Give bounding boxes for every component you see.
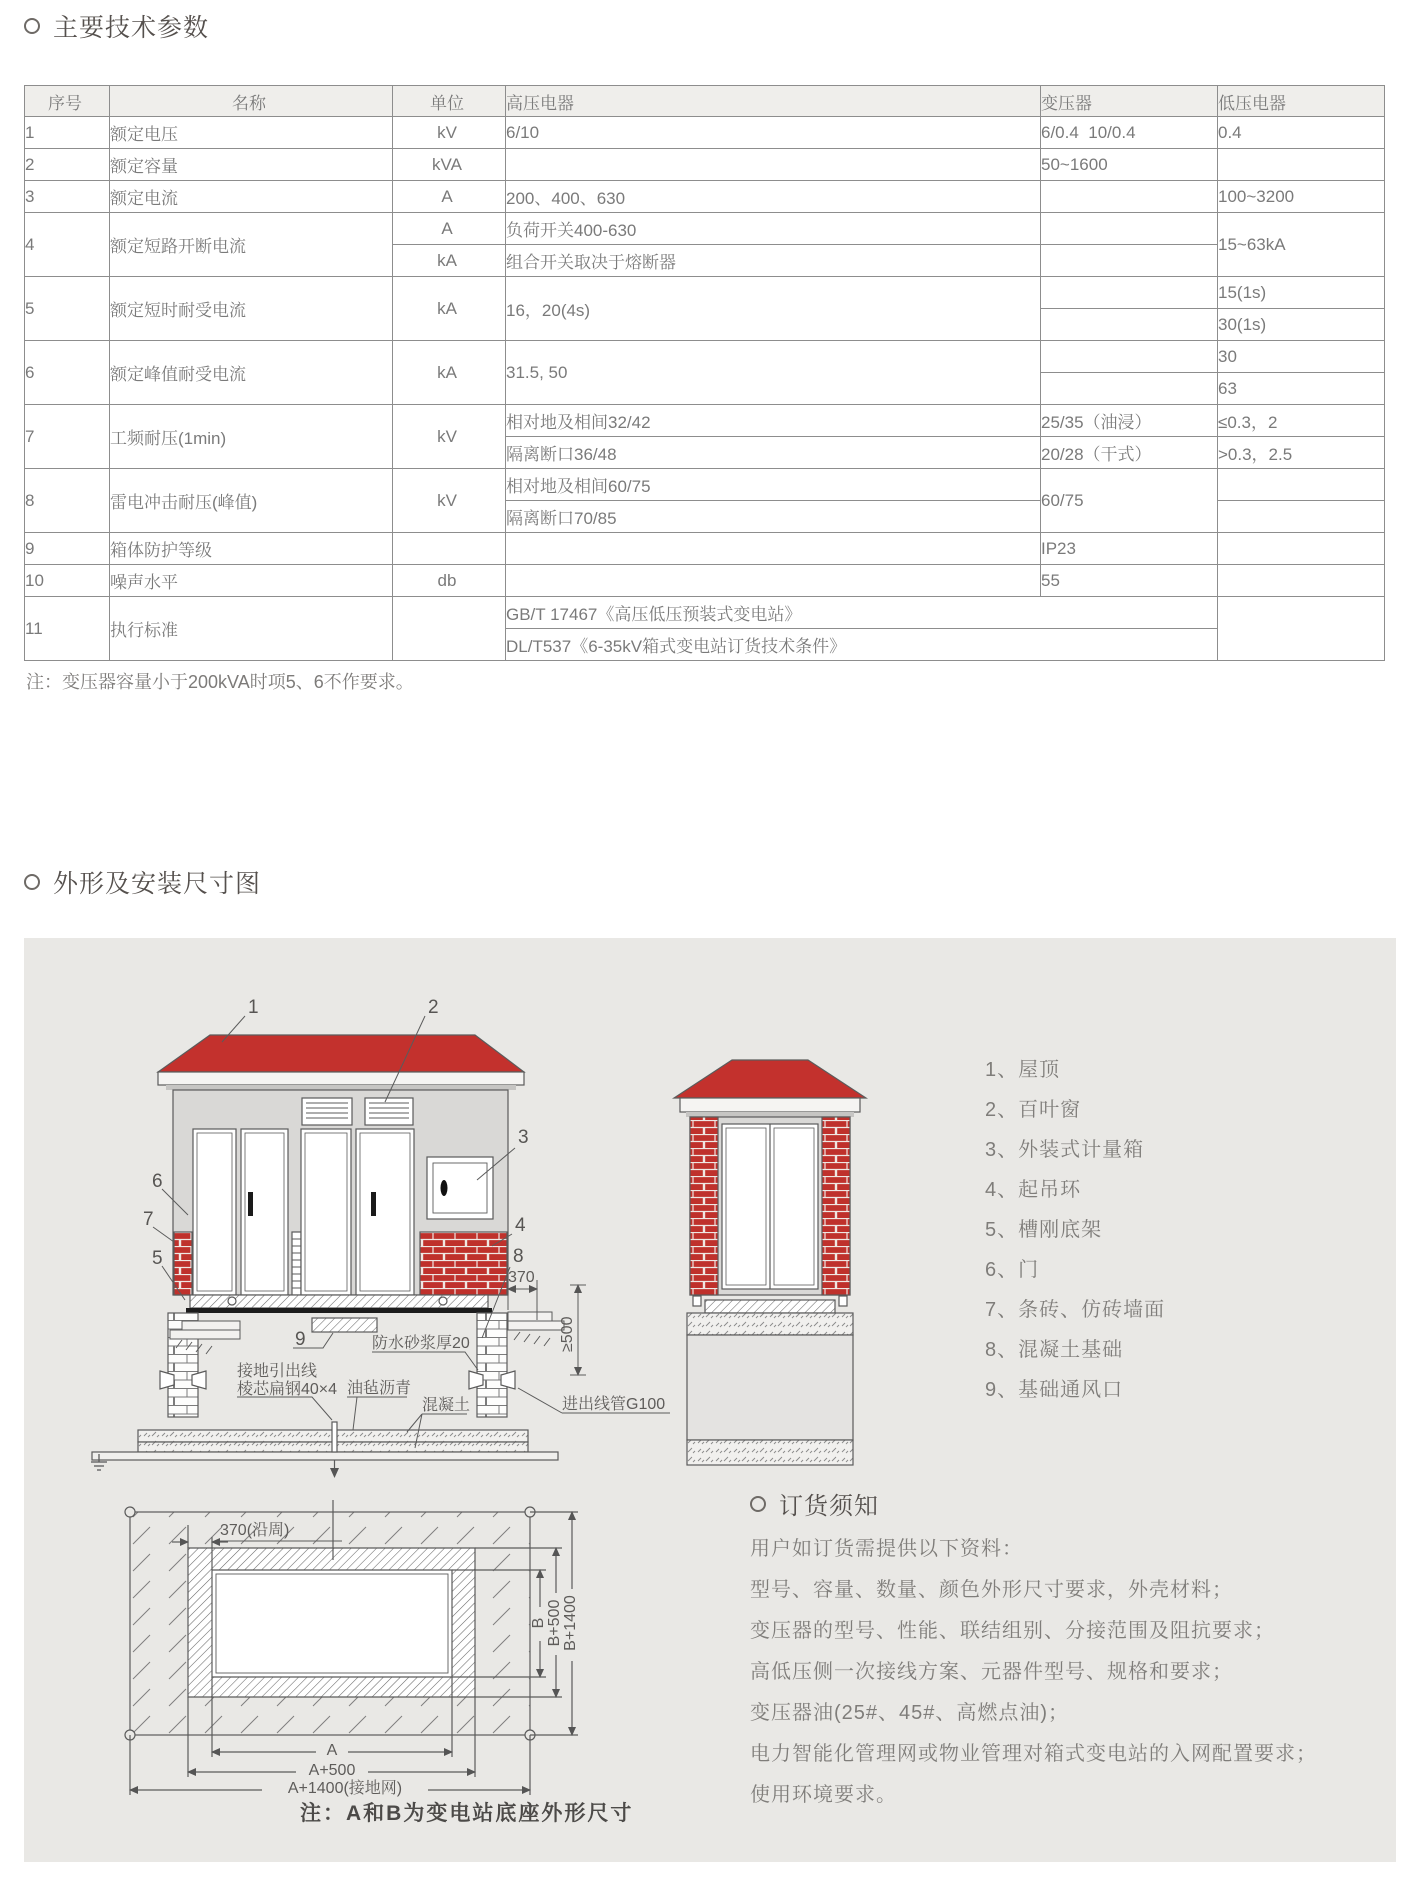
- cell: 11: [25, 597, 110, 661]
- section1-title: [24, 8, 209, 44]
- brick-pilaster-left: [690, 1117, 718, 1295]
- cell: 20/28（干式）: [1041, 437, 1218, 469]
- meter-box: [427, 1157, 493, 1219]
- cell: kV: [393, 117, 506, 149]
- header-hv: 高压电器: [506, 86, 1041, 117]
- order-line: 型号、容量、数量、颜色外形尺寸要求，外壳材料；: [750, 1579, 1233, 1601]
- cell: 25/35（油浸）: [1041, 405, 1218, 437]
- channel-steel-base: [186, 1295, 492, 1313]
- cell: 额定峰值耐受电流: [110, 341, 393, 405]
- legend-item: 2、百叶窗: [985, 1099, 1082, 1121]
- cell: [1218, 565, 1385, 597]
- cell: 3: [25, 181, 110, 213]
- callout-2: 2: [428, 997, 439, 1018]
- order-line: 使用环境要求。: [750, 1784, 897, 1806]
- cell: kA: [393, 341, 506, 405]
- cell: 隔离断口36/48: [506, 437, 1041, 469]
- order-title: [750, 1486, 879, 1521]
- callout-1: 1: [248, 997, 259, 1018]
- cell: 9: [25, 533, 110, 565]
- cell: 额定短时耐受电流: [110, 277, 393, 341]
- table-row: [25, 213, 1385, 245]
- order-line: 高低压侧一次接线方案、元器件型号、规格和要求；: [750, 1661, 1233, 1683]
- cell: [1218, 469, 1385, 501]
- cell: 8: [25, 469, 110, 533]
- cell: 4: [25, 213, 110, 277]
- callout-3: 3: [518, 1127, 529, 1148]
- front-elevation-drawing: [70, 980, 690, 1490]
- legend-item: 8、混凝土基础: [985, 1339, 1124, 1361]
- dim-a1400-label: A+1400(接地网): [287, 1780, 403, 1797]
- dim-500-label: ≥500: [559, 1316, 576, 1352]
- cell: 30(1s): [1218, 309, 1385, 341]
- cell: 60/75: [1041, 469, 1218, 533]
- foundation-body: [687, 1335, 853, 1440]
- cell: 6: [25, 341, 110, 405]
- ground-wire-label1: 接地引出线: [237, 1363, 318, 1380]
- cell: 1: [25, 117, 110, 149]
- table-row: [25, 565, 1385, 597]
- order-line: 变压器油(25#、45#、高燃点油)；: [750, 1702, 1070, 1724]
- spec-table: [24, 85, 1385, 661]
- brick-right: [420, 1232, 507, 1295]
- callout-4: 4: [515, 1215, 526, 1236]
- cell: [1041, 309, 1218, 341]
- cell: kVA: [393, 149, 506, 181]
- cell: 15(1s): [1218, 277, 1385, 309]
- cell: 隔离断口70/85: [506, 501, 1041, 533]
- cell: 55: [1041, 565, 1218, 597]
- concrete-layers: [92, 1430, 558, 1460]
- cell: 6/0.4 10/0.4: [1041, 117, 1218, 149]
- cell: 额定短路开断电流: [110, 213, 393, 277]
- legend-item: 1、屋顶: [985, 1059, 1061, 1081]
- cell: 执行标准: [110, 597, 393, 661]
- dim-b1400-label: B+1400: [562, 1595, 579, 1651]
- cell-standard: DL/T537《6-35kV箱式变电站订货技术条件》: [506, 629, 1218, 661]
- legend-item: 5、槽刚底架: [985, 1219, 1103, 1241]
- center-ladder-strip: [292, 1232, 301, 1295]
- channel-steel-base: [705, 1300, 835, 1313]
- felt-label: 油毡沥青: [347, 1380, 412, 1397]
- mortar-label: 防水砂浆厚20: [372, 1335, 470, 1352]
- door-handle: [371, 1192, 376, 1216]
- legend-item: 4、起吊环: [985, 1179, 1082, 1201]
- legend-item: 6、门: [985, 1259, 1040, 1281]
- header-name: 名称: [110, 86, 393, 117]
- table-row: [25, 149, 1385, 181]
- table-header-row: [25, 86, 1385, 117]
- cell: [1041, 277, 1218, 309]
- cell: 30: [1218, 341, 1385, 373]
- legend-item: 9、基础通风口: [985, 1379, 1124, 1401]
- cell: [1218, 149, 1385, 181]
- cell: [1041, 245, 1218, 277]
- cell: [1218, 533, 1385, 565]
- table-row: [25, 597, 1385, 629]
- cell: [1041, 341, 1218, 373]
- cell: 相对地及相间60/75: [506, 469, 1041, 501]
- order-line: 电力智能化管理网或物业管理对箱式变电站的入网配置要求；: [750, 1743, 1317, 1765]
- circle-bullet-icon: [24, 18, 40, 34]
- foundation-vent: [312, 1318, 377, 1332]
- doors: [193, 1129, 414, 1295]
- dim-a-label: A: [326, 1742, 338, 1759]
- roof: [158, 1035, 524, 1090]
- cell: [393, 597, 506, 661]
- dim-b500-label: B+500: [546, 1599, 563, 1647]
- cell: 50~1600: [1041, 149, 1218, 181]
- order-title-text: 订货须知: [779, 1493, 879, 1520]
- cell: 2: [25, 149, 110, 181]
- table-row: [25, 341, 1385, 373]
- brick-left: [174, 1232, 192, 1295]
- cell: 16，20(4s): [506, 277, 1041, 341]
- dim-370-label: 370: [508, 1269, 535, 1286]
- table-row: [25, 181, 1385, 213]
- cell: 7: [25, 405, 110, 469]
- roof: [674, 1060, 866, 1098]
- callout-5: 5: [152, 1248, 163, 1269]
- header-unit: 单位: [393, 86, 506, 117]
- table-row: [25, 405, 1385, 437]
- legend-item: 7、条砖、仿砖墙面: [985, 1299, 1166, 1321]
- callout-6: 6: [152, 1171, 163, 1192]
- table-row: [25, 533, 1385, 565]
- cell: 雷电冲击耐压(峰值): [110, 469, 393, 533]
- cell: IP23: [1041, 533, 1218, 565]
- callout-8: 8: [513, 1246, 524, 1267]
- cell: [506, 533, 1041, 565]
- cell: 组合开关取决于熔断器: [506, 245, 1041, 277]
- side-elevation-drawing: [660, 1050, 880, 1480]
- legend-item: 3、外装式计量箱: [985, 1139, 1145, 1161]
- cell: 63: [1218, 373, 1385, 405]
- cell: 5: [25, 277, 110, 341]
- cell: 0.4: [1218, 117, 1385, 149]
- eave-band: [680, 1098, 860, 1112]
- foundation-bottom: [687, 1440, 853, 1465]
- cell: [393, 533, 506, 565]
- cell: [1041, 213, 1218, 245]
- section1-title-text: 主要技术参数: [53, 14, 210, 42]
- cell: kA: [393, 277, 506, 341]
- cell: kV: [393, 405, 506, 469]
- door-handle: [248, 1192, 253, 1216]
- cell: A: [393, 213, 506, 245]
- foundation-pier-right: [477, 1313, 507, 1417]
- cell: [1041, 373, 1218, 405]
- ground-wire-label2: 棱芯扁钢40×4: [237, 1381, 338, 1398]
- table-row: [25, 117, 1385, 149]
- plan-note: 注：A和B为变电站底座外形尺寸: [300, 1802, 634, 1825]
- cell: 6/10: [506, 117, 1041, 149]
- dim-b-label: B: [530, 1617, 547, 1629]
- order-line: 用户如订货需提供以下资料：: [750, 1538, 1023, 1560]
- cell: 额定电压: [110, 117, 393, 149]
- cell: 15~63kA: [1218, 213, 1385, 277]
- cell: 额定容量: [110, 149, 393, 181]
- table-note: 注：变压器容量小于200kVA时项5、6不作要求。: [26, 672, 414, 692]
- callout-7: 7: [143, 1209, 154, 1230]
- cell: kA: [393, 245, 506, 277]
- cell: 噪声水平: [110, 565, 393, 597]
- cell: 箱体防护等级: [110, 533, 393, 565]
- section2-title: [24, 864, 261, 900]
- foundation-plan-drawing: [90, 1495, 610, 1815]
- cell: db: [393, 565, 506, 597]
- header-lv: 低压电器: [1218, 86, 1385, 117]
- foundation-top: [687, 1313, 853, 1335]
- cell: kV: [393, 469, 506, 533]
- cell: [1218, 501, 1385, 533]
- cell: [506, 565, 1041, 597]
- table-row: [25, 277, 1385, 309]
- cell: A: [393, 181, 506, 213]
- brick-pilaster-right: [822, 1117, 850, 1295]
- cell: 100~3200: [1218, 181, 1385, 213]
- table-row: [25, 469, 1385, 501]
- cell: ≤0.3，2: [1218, 405, 1385, 437]
- cell: 31.5, 50: [506, 341, 1041, 405]
- circle-bullet-icon: [750, 1496, 766, 1512]
- cell: [1218, 597, 1385, 661]
- cell: [1041, 181, 1218, 213]
- callout-9: 9: [295, 1329, 306, 1350]
- order-lines: [750, 1529, 1317, 1816]
- doors: [722, 1124, 818, 1289]
- cell: >0.3，2.5: [1218, 437, 1385, 469]
- section2-title-text: 外形及安装尺寸图: [53, 870, 262, 898]
- cell: 200、400、630: [506, 181, 1041, 213]
- order-line: 变压器的型号、性能、联结组别、分接范围及阻抗要求；: [750, 1620, 1275, 1642]
- conduit-label: 进出线管G100: [562, 1396, 666, 1413]
- cell: 工频耐压(1min): [110, 405, 393, 469]
- component-legend: [985, 1050, 1165, 1410]
- cell-standard: GB/T 17467《高压低压预装式变电站》: [506, 597, 1218, 629]
- cell: 额定电流: [110, 181, 393, 213]
- dim-a500-label: A+500: [308, 1762, 356, 1779]
- cell: 负荷开关400-630: [506, 213, 1041, 245]
- cell: [506, 149, 1041, 181]
- dim-ring-label: 370(沿周): [220, 1522, 290, 1539]
- concrete-label: 混凝土: [422, 1397, 471, 1414]
- header-tr: 变压器: [1041, 86, 1218, 117]
- cell: 10: [25, 565, 110, 597]
- circle-bullet-icon: [24, 874, 40, 890]
- header-seq: 序号: [25, 86, 110, 117]
- ground-right: [508, 1312, 564, 1346]
- cell: 相对地及相间32/42: [506, 405, 1041, 437]
